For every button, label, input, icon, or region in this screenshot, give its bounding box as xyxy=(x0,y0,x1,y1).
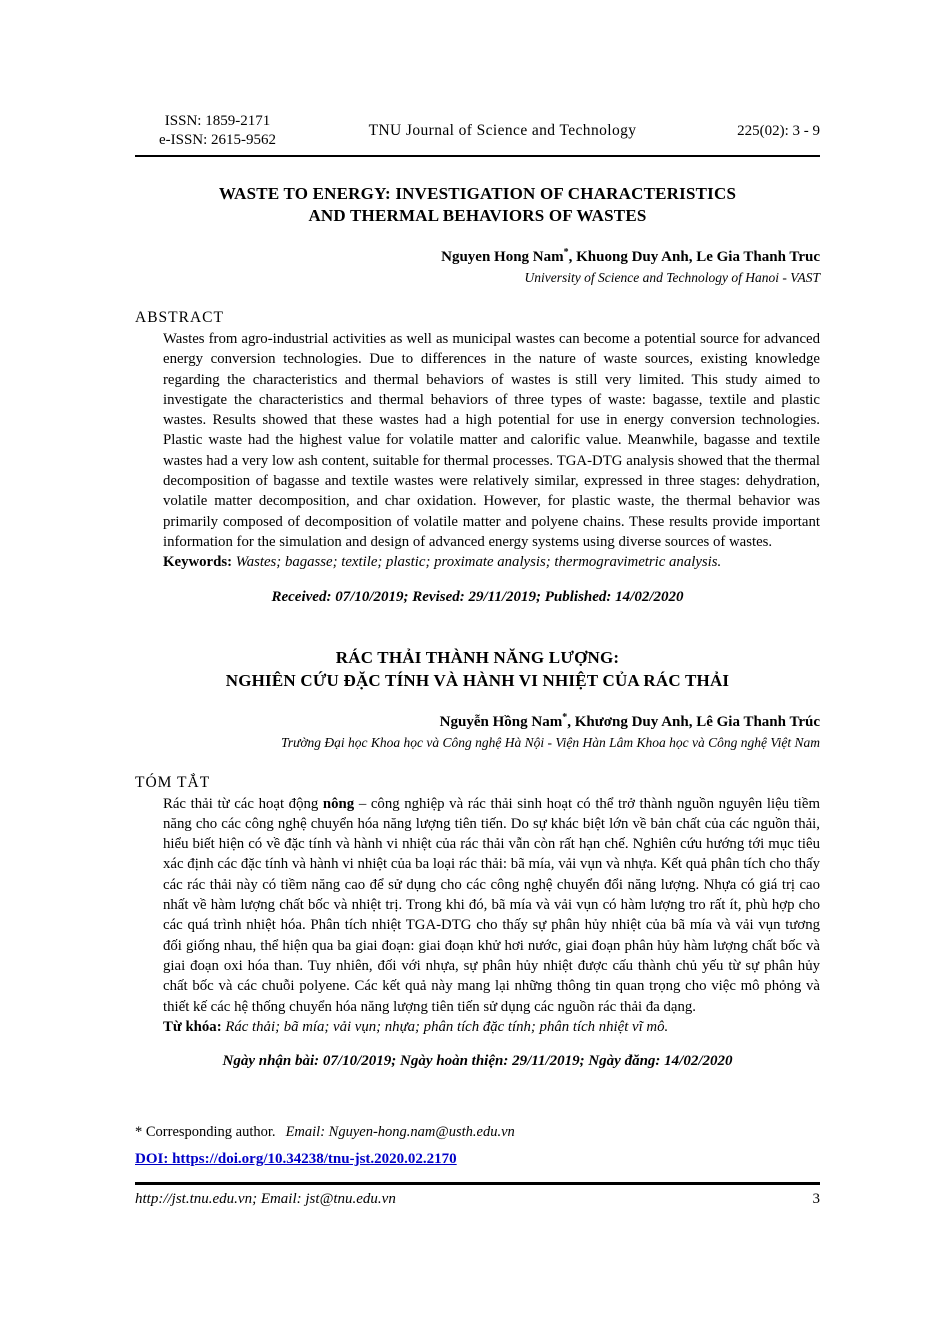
keywords-text-en: Wastes; bagasse; textile; plastic; proximate analysis; thermogravimetric analysis. xyxy=(235,554,722,571)
dates-vi: Ngày nhận bài: 07/10/2019; Ngày hoàn thiện: 29/11/2019; Ngày đăng: 14/02/2020 xyxy=(222,1053,733,1070)
authors-en xyxy=(135,243,820,267)
journal-header xyxy=(135,112,820,157)
coauthors-vi: , Khương Duy Anh, Lê Gia Thanh Trúc xyxy=(567,713,820,730)
abstract-text-en: Wastes from agro-industrial activities as well as municipal wastes can become a potential source for advanced energy conversion technologies. Due to differences in the nature of waste sources, existing knowledge regarding the characteristics and thermal behaviors of wastes is still very limited. This study aimed to investigate the characteristics and thermal behaviors of three types of waste: bagasse, textile and plastic wastes. Results showed that these wastes had a high potential for use in energy conversion technologies. Plastic waste had the highest value for volatile matter and calorific value. Meanwhile, bagasse and textile wastes had a very low ash content, suitable for thermal processes. TGA-DTG analysis showed that the thermal decomposition of bagasse and textile wastes were relatively similar, expressed in three stages: dehydration, volatile matter decomposition, and char oxidation. However, for plastic waste, the thermal behavior was primarily composed of decomposition of volatile matter and polyene chains. These results provide important information for the simulation and design of advanced energy systems using diverse sources of wastes. xyxy=(163,331,820,550)
article-title-en-line1: WASTE TO ENERGY: INVESTIGATION OF CHARACTERISTICS xyxy=(218,184,737,203)
article-title-en-line2: AND THERMAL BEHAVIORS OF WASTES xyxy=(308,206,647,225)
article-title-vi-line2: NGHIÊN CỨU ĐẶC TÍNH VÀ HÀNH VI NHIỆT CỦA RÁC THẢI xyxy=(225,670,730,690)
corresponding-author-email: Email: Nguyen-hong.nam@usth.edu.vn xyxy=(285,1124,515,1140)
corresponding-author-text: * Corresponding author. xyxy=(135,1124,276,1140)
coauthors-en: , Khuong Duy Anh, Le Gia Thanh Truc xyxy=(568,249,820,265)
issn-line: ISSN: 1859-2171 xyxy=(164,113,271,129)
eissn-line: e-ISSN: 2615-9562 xyxy=(158,132,277,148)
footer-site-text: http://jst.tnu.edu.vn; Email: jst@tnu.edu.vn xyxy=(135,1191,396,1207)
issn-block xyxy=(135,112,300,150)
page-number: 3 xyxy=(812,1191,820,1207)
abstract-text-vi: Rác thải từ các hoạt động nông – công nghiệp và rác thải sinh hoạt có thể trở thành nguồn nguyên liệu tiềm năng cho các công nghệ chuyển hóa năng lượng tiên tiến. Do sự khác biệt lớn về bản chất của các nguồn thải, hiểu biết hiện có về đặc tính và hành vi nhiệt của rác thải vẫn còn rất hạn chế. Nghiên cứu hướng tới mục tiêu xác định các đặc tính và hành vi nhiệt của ba loại rác thải: bã mía, vải vụn và nhựa. Kết quả phân tích cho thấy các rác thải này có tiềm năng cao để sử dụng cho các công nghệ chuyển đổi năng lượng. Nhựa có giá trị cao nhất về hàm lượng chất bốc và nhiệt trị. Trong khi đó, bã mía và vải vụn có hàm lượng tro rất ít, phù hợp cho các quá trình nhiệt hóa. Phân tích nhiệt TGA-DTG cho thấy sự phân hủy nhiệt của bã mía và vải vụn tương đối giống nhau, thể hiện qua ba giai đoạn: giai đoạn khử hơi nước, giai đoạn phân hủy hàm lượng chất bốc và giai đoạn oxi hóa than. Tuy nhiên, đối với nhựa, sự phân hủy nhiệt được cấu thành chủ yếu từ sự phân hủy chất bốc và các chuỗi polyene. Các kết quả này mang lại những thông tin quan trọng cho việc mô phỏng và thiết kế các hệ thống chuyển hóa năng lượng tiên tiến sử dụng các nguồn rác thải đa dạng. xyxy=(163,795,820,1015)
journal-title: TNU Journal of Science and Technology xyxy=(368,122,637,139)
page-footer xyxy=(135,1191,820,1208)
keywords-label-en: Keywords: xyxy=(163,554,233,571)
keywords-line-en xyxy=(163,552,820,572)
article-title-vi xyxy=(135,646,820,692)
corresponding-asterisk-en: * xyxy=(563,247,569,258)
affiliation-vi: Trường Đại học Khoa học và Công nghệ Hà Nội - Viện Hàn Lâm Khoa học và Công nghệ Việt Nam xyxy=(280,734,820,750)
keywords-text-vi: Rác thải; bã mía; vải vụn; nhựa; phân tích đặc tính; phân tích nhiệt vĩ mô. xyxy=(225,1018,669,1035)
article-title-vi-line1: RÁC THẢI THÀNH NĂNG LƯỢNG: xyxy=(335,647,620,667)
issue-number: 225(02): 3 - 9 xyxy=(737,122,820,139)
doi-link[interactable]: DOI: https://doi.org/10.34238/tnu-jst.2020.02.2170 xyxy=(135,1151,457,1167)
authors-vi xyxy=(135,708,820,732)
author-name-en: Nguyen Hong Nam xyxy=(441,249,564,265)
article-title-en xyxy=(135,183,820,227)
footer-rule xyxy=(135,1182,820,1185)
author-name-vi: Nguyễn Hồng Nam xyxy=(439,713,563,730)
abstract-heading-en: ABSTRACT xyxy=(135,309,224,326)
dates-en: Received: 07/10/2019; Revised: 29/11/2019; Published: 14/02/2020 xyxy=(271,588,684,605)
abstract-heading-vi: TÓM TẮT xyxy=(135,773,211,791)
keywords-line-vi xyxy=(163,1017,820,1037)
corresponding-asterisk-vi: * xyxy=(562,711,568,723)
keywords-label-vi: Từ khóa: xyxy=(163,1018,222,1035)
affiliation-en: University of Science and Technology of Hanoi - VAST xyxy=(524,270,820,285)
corresponding-author-note xyxy=(135,1124,515,1141)
